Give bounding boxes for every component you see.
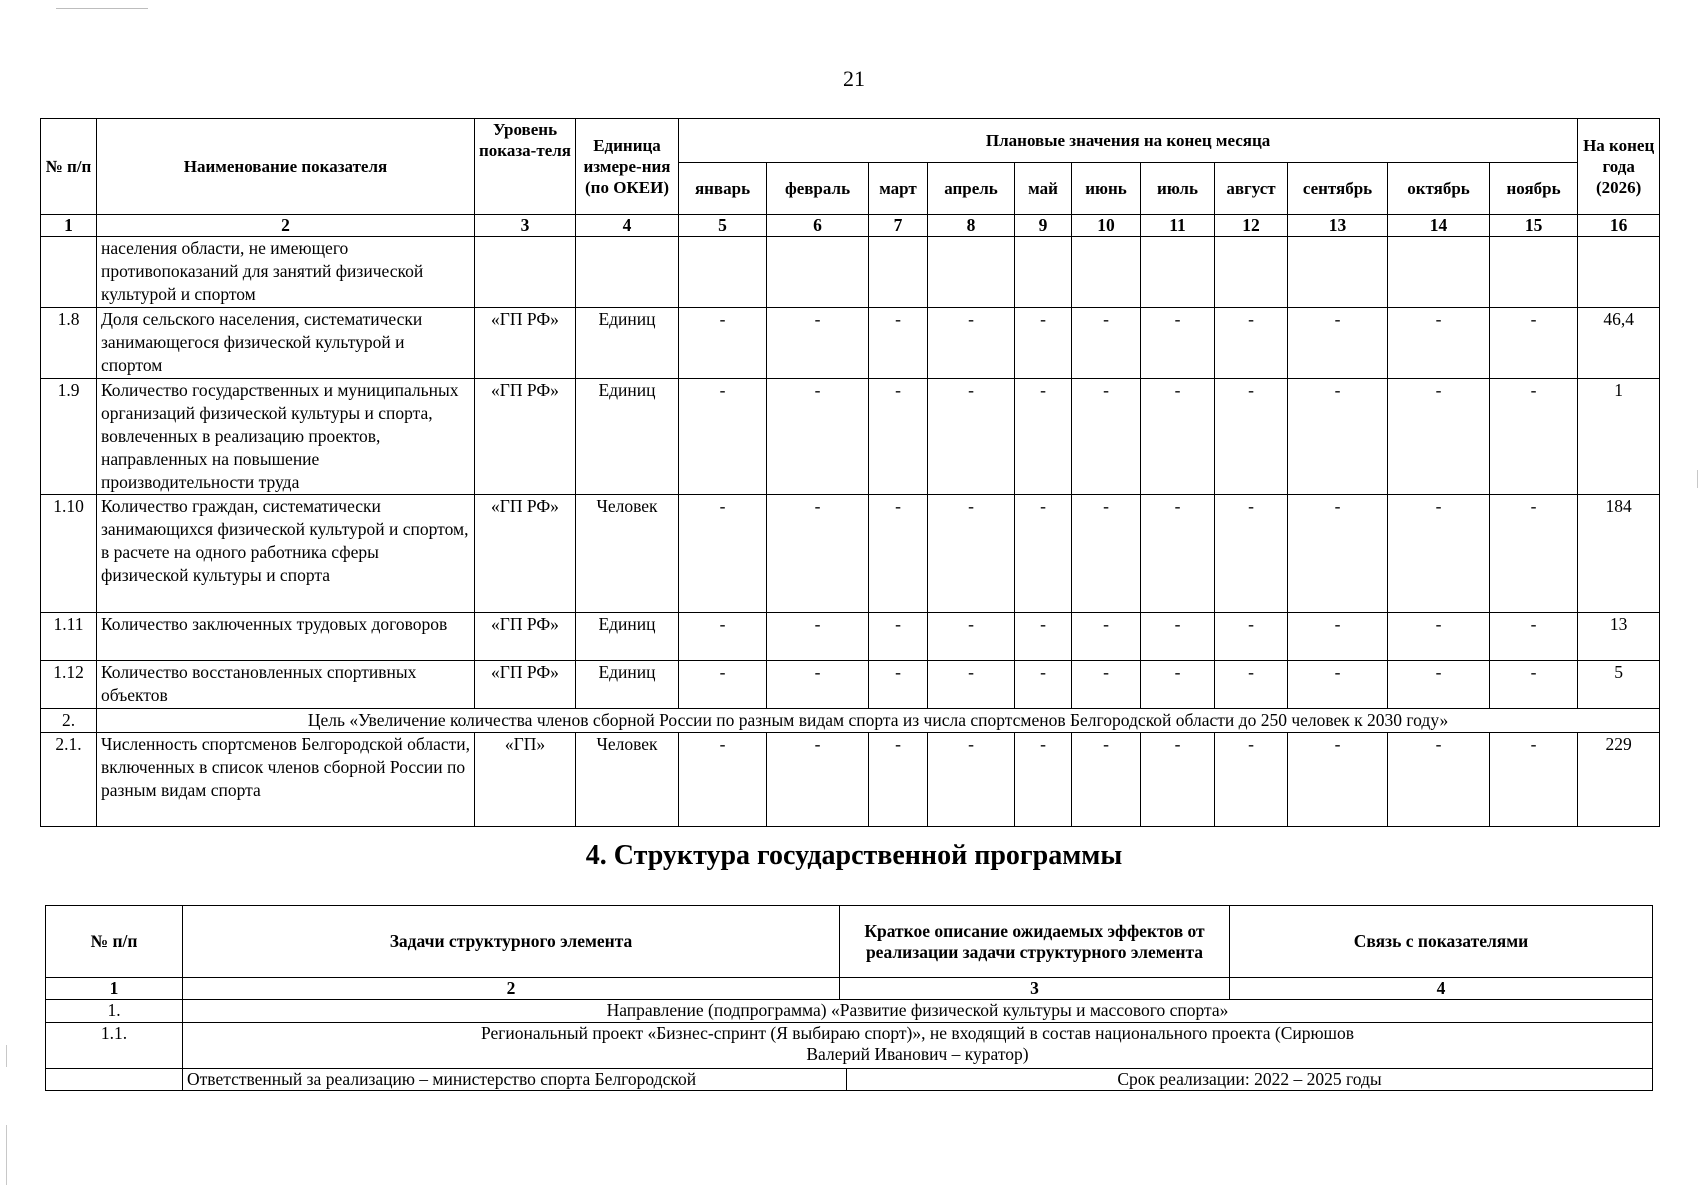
year-end-value: 5 — [1578, 661, 1660, 709]
month-value: - — [679, 613, 767, 661]
indicator-level: «ГП» — [475, 733, 576, 827]
column-number: 5 — [679, 215, 767, 237]
month-value: - — [767, 733, 869, 827]
column-number: 11 — [1141, 215, 1215, 237]
month-value: - — [869, 661, 928, 709]
month-value: - — [1388, 379, 1490, 495]
month-value: - — [1215, 495, 1288, 613]
structure-header-link: Связь с показателями — [1230, 906, 1653, 978]
month-value: - — [1388, 613, 1490, 661]
year-end-value: 184 — [1578, 495, 1660, 613]
indicator-unit: Единиц — [576, 379, 679, 495]
table-cell — [1388, 237, 1490, 308]
structure-table — [45, 905, 1653, 1091]
scan-edge-mark — [6, 1125, 7, 1185]
month-value: - — [1388, 733, 1490, 827]
month-value: - — [1141, 733, 1215, 827]
indicator-row — [41, 379, 1660, 495]
column-number: 12 — [1215, 215, 1288, 237]
month-value: - — [679, 379, 767, 495]
continuation-row — [41, 237, 1660, 308]
indicator-row — [41, 495, 1660, 613]
scan-artifact-line — [56, 8, 148, 9]
month-value: - — [1288, 308, 1388, 379]
month-value: - — [1490, 661, 1578, 709]
column-number-row — [41, 215, 1660, 237]
indicator-level: «ГП РФ» — [475, 661, 576, 709]
month-value: - — [1288, 495, 1388, 613]
table-cell — [1288, 237, 1388, 308]
month-value: - — [1388, 661, 1490, 709]
month-header: январь — [679, 163, 767, 215]
table-cell — [679, 237, 767, 308]
indicator-name: Количество заключенных трудовых договоров — [97, 613, 475, 661]
year-end-value: 13 — [1578, 613, 1660, 661]
month-value: - — [1015, 308, 1072, 379]
table-cell — [41, 237, 97, 308]
indicator-num: 1.12 — [41, 661, 97, 709]
month-value: - — [1215, 308, 1288, 379]
month-value: - — [1072, 661, 1141, 709]
header-planned-values: Плановые значения на конец месяца — [679, 119, 1578, 163]
column-number: 1 — [46, 978, 183, 1000]
month-value: - — [679, 661, 767, 709]
table-cell — [1578, 237, 1660, 308]
month-value: - — [1215, 661, 1288, 709]
indicator-unit: Человек — [576, 495, 679, 613]
month-value: - — [767, 495, 869, 613]
month-value: - — [1215, 733, 1288, 827]
column-number: 4 — [576, 215, 679, 237]
indicator-name: Количество граждан, систематически занимающихся физической культурой и спортом, в расчете на одного работника сферы физической культуры и спорта — [97, 495, 475, 613]
indicator-name: Количество восстановленных спортивных объектов — [97, 661, 475, 709]
header-unit: Единица измере-ния (по ОКЕИ) — [576, 119, 679, 215]
header-name: Наименование показателя — [97, 119, 475, 215]
header-num: № п/п — [41, 119, 97, 215]
month-header: апрель — [928, 163, 1015, 215]
indicator-name: Доля сельского населения, систематически занимающегося физической культурой и спортом — [97, 308, 475, 379]
month-value: - — [1015, 661, 1072, 709]
month-value: - — [679, 733, 767, 827]
table-cell — [46, 1069, 183, 1091]
month-value: - — [1072, 308, 1141, 379]
indicator-level: «ГП РФ» — [475, 379, 576, 495]
month-value: - — [767, 379, 869, 495]
indicator-level: «ГП РФ» — [475, 613, 576, 661]
structure-header-tasks: Задачи структурного элемента — [183, 906, 840, 978]
scan-edge-mark — [6, 1045, 7, 1067]
indicator-num: 1.9 — [41, 379, 97, 495]
indicator-level: «ГП РФ» — [475, 308, 576, 379]
year-end-value: 46,4 — [1578, 308, 1660, 379]
month-value: - — [928, 308, 1015, 379]
indicator-num: 1.11 — [41, 613, 97, 661]
month-header: май — [1015, 163, 1072, 215]
year-end-value: 1 — [1578, 379, 1660, 495]
month-value: - — [1288, 379, 1388, 495]
month-value: - — [1141, 495, 1215, 613]
continuation-text: населения области, не имеющего противопоказаний для занятий физической культурой и спортом — [97, 237, 475, 308]
month-header: август — [1215, 163, 1288, 215]
month-value: - — [679, 308, 767, 379]
scan-edge-mark — [1697, 470, 1698, 488]
column-number: 3 — [840, 978, 1230, 1000]
month-value: - — [1490, 308, 1578, 379]
column-number: 1 — [41, 215, 97, 237]
month-value: - — [1141, 661, 1215, 709]
column-number: 9 — [1015, 215, 1072, 237]
page-number: 21 — [843, 66, 865, 91]
month-value: - — [1072, 379, 1141, 495]
month-value: - — [1141, 308, 1215, 379]
indicator-unit: Единиц — [576, 661, 679, 709]
month-value: - — [1388, 495, 1490, 613]
month-value: - — [1490, 733, 1578, 827]
table-cell — [928, 237, 1015, 308]
month-value: - — [869, 308, 928, 379]
column-number: 2 — [183, 978, 840, 1000]
indicator-row — [41, 733, 1660, 827]
header-year-end: На конец года (2026) — [1578, 119, 1660, 215]
month-value: - — [1072, 495, 1141, 613]
month-value: - — [1490, 613, 1578, 661]
table-cell — [869, 237, 928, 308]
indicator-name: Количество государственных и муниципальных организаций физической культуры и спорта, вовлеченных в реализацию проектов, направленных на повышение производительности труда — [97, 379, 475, 495]
year-end-value: 229 — [1578, 733, 1660, 827]
indicator-row — [41, 308, 1660, 379]
structure-column-number-row — [46, 978, 1653, 1000]
month-value: - — [1015, 495, 1072, 613]
term-text: Срок реализации: 2022 – 2025 годы — [1117, 1069, 1382, 1089]
structure-row — [46, 1023, 1653, 1069]
table-cell — [1072, 237, 1141, 308]
month-header: июль — [1141, 163, 1215, 215]
month-value: - — [767, 661, 869, 709]
month-value: - — [1490, 379, 1578, 495]
column-number: 13 — [1288, 215, 1388, 237]
month-value: - — [928, 379, 1015, 495]
column-number: 15 — [1490, 215, 1578, 237]
month-value: - — [1141, 379, 1215, 495]
column-number: 6 — [767, 215, 869, 237]
responsible-text: Ответственный за реализацию – министерство спорта Белгородской — [183, 1069, 847, 1090]
month-value: - — [767, 308, 869, 379]
month-value: - — [928, 661, 1015, 709]
structure-responsible-row — [46, 1069, 1653, 1091]
month-header: март — [869, 163, 928, 215]
structure-row-num: 1.1. — [46, 1023, 183, 1069]
goal-row — [41, 709, 1660, 733]
indicator-level: «ГП РФ» — [475, 495, 576, 613]
structure-header-effects: Краткое описание ожидаемых эффектов от реализации задачи структурного элемента — [840, 906, 1230, 978]
column-number: 16 — [1578, 215, 1660, 237]
indicator-row — [41, 613, 1660, 661]
month-value: - — [928, 495, 1015, 613]
month-header: сентябрь — [1288, 163, 1388, 215]
table-cell — [767, 237, 869, 308]
month-value: - — [1288, 613, 1388, 661]
month-value: - — [1288, 661, 1388, 709]
month-value: - — [869, 733, 928, 827]
indicator-num: 1.10 — [41, 495, 97, 613]
column-number: 10 — [1072, 215, 1141, 237]
month-value: - — [767, 613, 869, 661]
column-number: 8 — [928, 215, 1015, 237]
month-value: - — [1015, 379, 1072, 495]
table-cell — [1015, 237, 1072, 308]
table-cell — [1141, 237, 1215, 308]
month-value: - — [1072, 613, 1141, 661]
header-level: Уровень показа-теля — [475, 119, 576, 215]
month-value: - — [869, 379, 928, 495]
structure-header-num: № п/п — [46, 906, 183, 978]
indicator-row — [41, 661, 1660, 709]
structure-row-text: Региональный проект «Бизнес-спринт (Я выбираю спорт)», не входящий в состав национального проекта (Сирюшов Валерий Иванович – куратор) — [183, 1023, 1653, 1069]
month-value: - — [1141, 613, 1215, 661]
month-value: - — [1015, 613, 1072, 661]
column-number: 4 — [1230, 978, 1653, 1000]
indicator-name: Численность спортсменов Белгородской области, включенных в список членов сборной России по разным видам спорта — [97, 733, 475, 827]
goal-num: 2. — [41, 709, 97, 733]
section-title: 4. Структура государственной программы — [585, 840, 1123, 871]
responsible-term-cell — [183, 1069, 1653, 1091]
month-value: - — [869, 495, 928, 613]
month-header: октябрь — [1388, 163, 1490, 215]
month-value: - — [869, 613, 928, 661]
indicator-unit: Человек — [576, 733, 679, 827]
table-cell — [1215, 237, 1288, 308]
month-value: - — [928, 733, 1015, 827]
month-value: - — [1015, 733, 1072, 827]
month-header: февраль — [767, 163, 869, 215]
month-value: - — [1288, 733, 1388, 827]
table-cell — [1490, 237, 1578, 308]
indicator-num: 2.1. — [41, 733, 97, 827]
month-value: - — [679, 495, 767, 613]
table-cell — [475, 237, 576, 308]
month-value: - — [1388, 308, 1490, 379]
column-number: 7 — [869, 215, 928, 237]
indicator-unit: Единиц — [576, 613, 679, 661]
goal-text: Цель «Увеличение количества членов сборной России по разным видам спорта из числа спортсменов Белгородской области до 250 человек к 2030 году» — [97, 709, 1660, 733]
column-number: 3 — [475, 215, 576, 237]
indicators-table — [40, 118, 1660, 827]
month-value: - — [1215, 379, 1288, 495]
indicator-unit: Единиц — [576, 308, 679, 379]
month-header: ноябрь — [1490, 163, 1578, 215]
month-value: - — [1215, 613, 1288, 661]
column-number: 2 — [97, 215, 475, 237]
structure-row — [46, 1000, 1653, 1023]
column-number: 14 — [1388, 215, 1490, 237]
table-cell — [576, 237, 679, 308]
month-header: июнь — [1072, 163, 1141, 215]
structure-row-text: Направление (подпрограмма) «Развитие физической культуры и массового спорта» — [183, 1000, 1653, 1023]
structure-row-num: 1. — [46, 1000, 183, 1023]
month-value: - — [1072, 733, 1141, 827]
indicator-num: 1.8 — [41, 308, 97, 379]
month-value: - — [1490, 495, 1578, 613]
month-value: - — [928, 613, 1015, 661]
